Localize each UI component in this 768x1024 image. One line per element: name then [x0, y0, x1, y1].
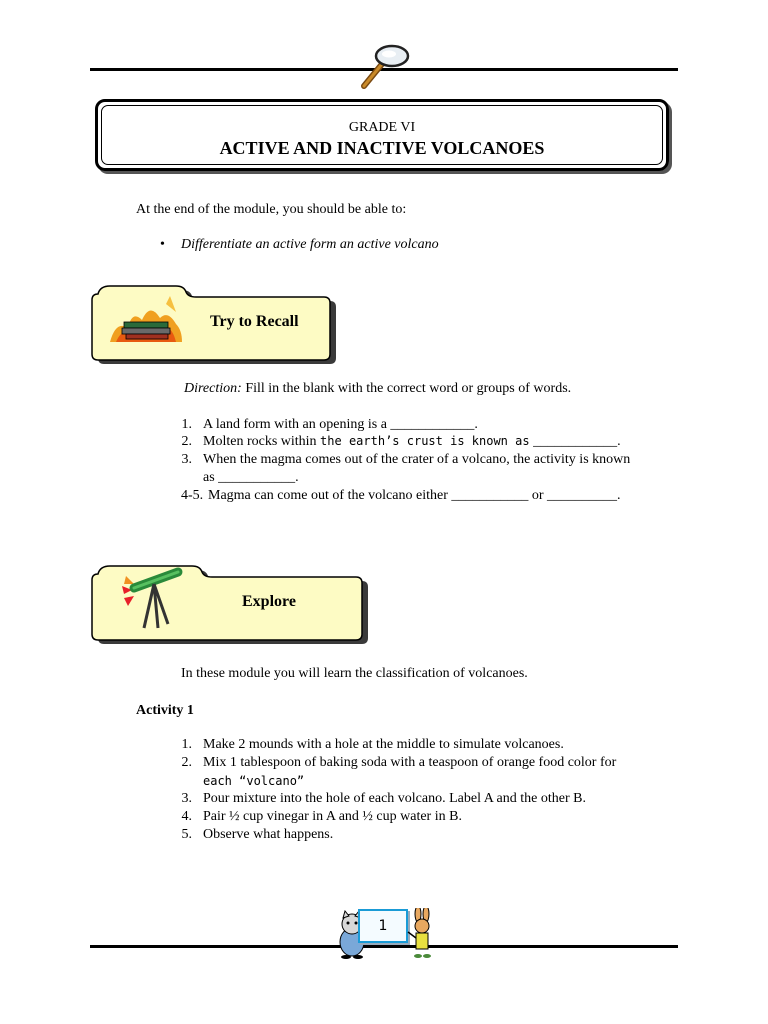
activity-step-2-number: 2.	[181, 755, 192, 770]
title-box	[95, 99, 669, 171]
activity-step-5-number: 5.	[181, 827, 192, 842]
activity-step-4-number: 4.	[181, 809, 192, 824]
page-number: 1	[378, 918, 388, 934]
recall-item-3-number: 3.	[181, 452, 192, 467]
objective-text: Differentiate an active form an active volcano	[181, 237, 439, 252]
grade-label: GRADE VI	[348, 120, 416, 135]
magnifying-glass-icon	[352, 42, 414, 92]
activity-step-1-number: 1.	[181, 737, 192, 752]
books-fire-icon	[106, 290, 186, 348]
direction-body: Fill in the blank with the correct word or groups of words.	[241, 381, 572, 396]
recall-item-2-text-b: the earth’s crust is known as	[320, 434, 530, 448]
recall-item-2-text-c: ____________.	[529, 434, 621, 449]
explore-text: In these module you will learn the classification of volcanoes.	[181, 666, 528, 681]
activity-step-5-text: Observe what happens.	[203, 827, 334, 842]
intro-text: At the end of the module, you should be able to:	[136, 202, 407, 217]
activity-step-2-text: Mix 1 tablespoon of baking soda with a teaspoon of orange food color for	[203, 755, 617, 770]
recall-item-2-text	[203, 434, 621, 450]
recall-item-3-text: When the magma comes out of the crater of a volcano, the activity is known	[203, 452, 631, 467]
recall-item-2-number: 2.	[181, 434, 192, 449]
direction-text	[184, 381, 571, 397]
telescope-icon	[118, 562, 188, 632]
recall-item-1-text: A land form with an opening is a ____________.	[203, 417, 478, 432]
activity-title: Activity 1	[136, 703, 194, 718]
activity-step-4-text: Pair ½ cup vinegar in A and ½ cup water in B.	[203, 809, 462, 824]
activity-step-1-text: Make 2 mounds with a hole at the middle to simulate volcanoes.	[203, 737, 564, 752]
try-to-recall-label: Try to Recall	[210, 313, 299, 330]
bottom-rule	[90, 945, 678, 948]
recall-item-3-text-cont: as ___________.	[203, 470, 299, 485]
recall-item-45-number: 4-5.	[181, 488, 204, 503]
explore-label: Explore	[242, 593, 296, 610]
recall-item-2-text-a: Molten rocks within	[203, 434, 321, 449]
recall-item-45-text: Magma can come out of the volcano either ___________ or __________.	[208, 488, 621, 503]
page-title: ACTIVE AND INACTIVE VOLCANOES	[219, 138, 545, 158]
cartoon-rabbit-icon	[406, 908, 438, 960]
activity-step-3-number: 3.	[181, 791, 192, 806]
activity-step-3-text: Pour mixture into the hole of each volcano. Label A and the other B.	[203, 791, 586, 806]
bullet-icon: •	[160, 237, 165, 252]
recall-item-1-number: 1.	[181, 417, 192, 432]
activity-step-2-text-cont: each “volcano”	[203, 774, 305, 788]
direction-label: Direction:	[184, 381, 242, 396]
page-number-box	[358, 909, 408, 943]
